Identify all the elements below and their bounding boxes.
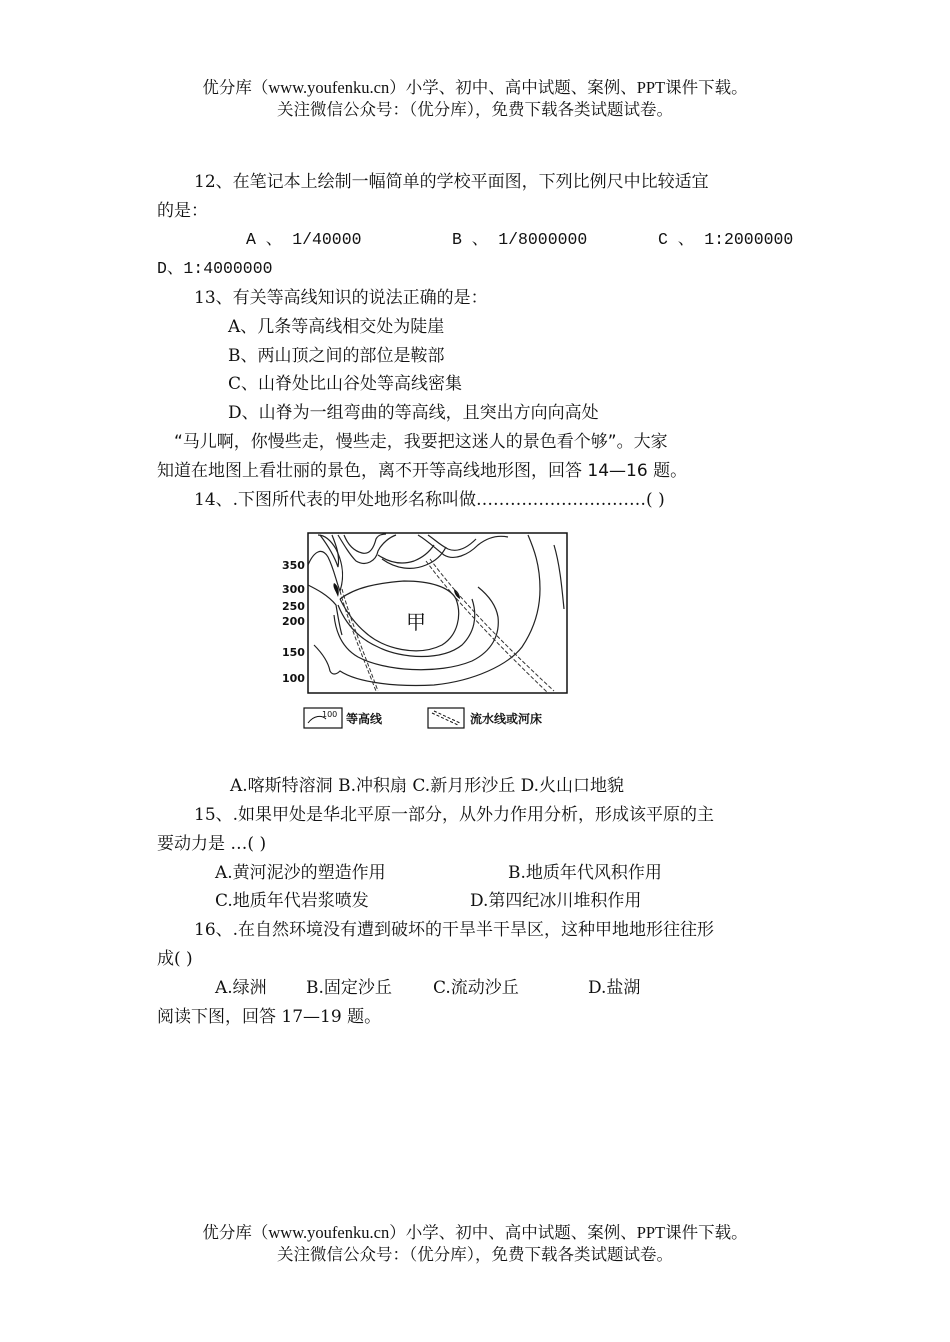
contour-map-figure — [278, 525, 572, 735]
q14-stem: 14、.下图所代表的甲处地形名称叫做…………………………( ) — [194, 490, 665, 510]
legend-contour-value: 100 — [322, 710, 338, 719]
footer-line-2: 关注微信公众号：（优分库），免费下载各类试题试卷。 — [277, 1245, 673, 1264]
river-lines — [340, 559, 554, 693]
legend-contour-label: 等高线 — [346, 712, 383, 726]
q16-option-b: B.固定沙丘 — [306, 978, 392, 998]
legend-river — [428, 708, 542, 728]
steep-marks — [333, 583, 460, 599]
legend-contour — [304, 708, 383, 728]
header-line-1: 优分库（www.youfenku.cn）小学、初中、高中试题、案例、PPT课件下载。 — [202, 78, 748, 97]
q15-option-b: B.地质年代风积作用 — [508, 863, 662, 883]
q15-option-c: C.地质年代岩浆喷发 — [215, 891, 369, 911]
q16-option-a: A.绿洲 — [215, 978, 267, 998]
footer-line-1: 优分库（www.youfenku.cn）小学、初中、高中试题、案例、PPT课件下载。 — [202, 1223, 748, 1242]
intro-line1: “马儿啊，你慢些走，慢些走，我要把这迷人的景色看个够”。大家 — [174, 432, 668, 452]
elevation-label-350: 350 — [282, 559, 305, 572]
q13-option-b: B、两山顶之间的部位是鞍部 — [228, 346, 445, 366]
elevation-label-200: 200 — [282, 615, 305, 628]
elevation-label-100: 100 — [282, 672, 305, 685]
elevation-label-300: 300 — [282, 583, 305, 596]
elevation-label-150: 150 — [282, 646, 305, 659]
q13-stem: 13、有关等高线知识的说法正确的是： — [194, 288, 488, 308]
q15-option-a: A.黄河泥沙的塑造作用 — [215, 863, 386, 883]
q13-option-d: D、山脊为一组弯曲的等高线，且突出方向向高处 — [228, 403, 599, 423]
header-line-2: 关注微信公众号：（优分库），免费下载各类试题试卷。 — [277, 100, 673, 119]
q16-option-d: D.盐湖 — [588, 978, 641, 998]
contour-lines — [308, 534, 564, 685]
q15-stem-line2: 要动力是 …( ) — [157, 834, 267, 854]
q15-stem-line1: 15、.如果甲处是华北平原一部分，从外力作用分析，形成该平原的主 — [194, 805, 715, 825]
q16-option-c: C.流动沙丘 — [433, 978, 519, 998]
q12-option-b: B 、 1/8000000 — [452, 230, 588, 249]
q16-stem-line2: 成( ) — [157, 949, 193, 969]
place-label-jia: 甲 — [406, 610, 426, 634]
q13-option-a: A、几条等高线相交处为陡崖 — [228, 317, 445, 337]
elevation-label-250: 250 — [282, 600, 305, 613]
q15-option-d: D.第四纪冰川堆积作用 — [470, 891, 642, 911]
read-prompt: 阅读下图，回答 17—19 题。 — [157, 1007, 382, 1027]
q12-stem-line2: 的是： — [157, 201, 208, 221]
q12-option-a: A 、 1/40000 — [246, 230, 362, 249]
q12-option-c: C 、 1:2000000 — [658, 230, 794, 249]
intro-line2: 知道在地图上看壮丽的景色，离不开等高线地形图，回答 14—16 题。 — [157, 461, 688, 481]
legend-river-label: 流水线或河床 — [470, 712, 543, 726]
q12-stem-line1: 12、在笔记本上绘制一幅简单的学校平面图，下列比例尺中比较适宜 — [194, 172, 709, 192]
q13-option-c: C、山脊处比山谷处等高线密集 — [228, 374, 463, 394]
q16-stem-line1: 16、.在自然环境没有遭到破坏的干旱半干旱区，这种甲地地形往往形 — [194, 920, 715, 940]
q14-options: A.喀斯特溶洞 B.冲积扇 C.新月形沙丘 D.火山口地貌 — [230, 776, 625, 796]
q12-option-d: D、1:4000000 — [157, 259, 273, 278]
